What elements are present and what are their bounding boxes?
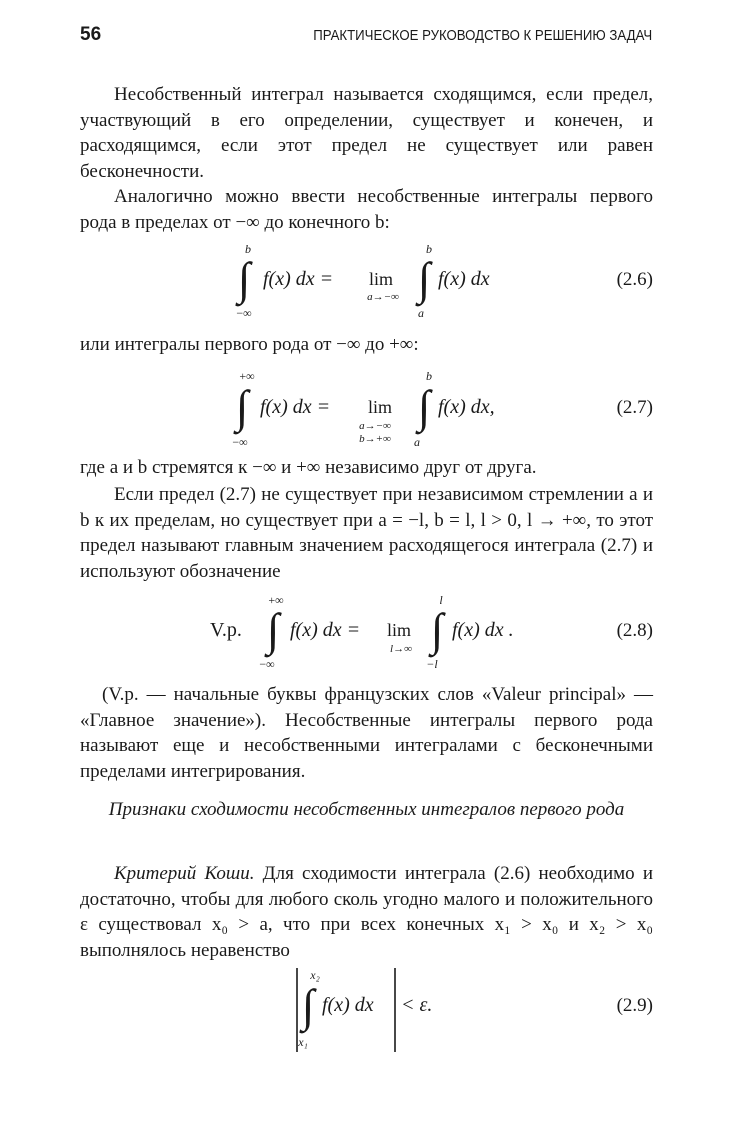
eq29-integrand: f(x) dx [322, 994, 374, 1016]
eq29-lower-limit: x₁ [298, 1035, 308, 1049]
page-header [80, 24, 652, 48]
eq27-right-upper: b [426, 369, 432, 383]
eq28-lim-subscript: l→∞ [390, 643, 412, 655]
eq28-right-integrand: f(x) dx . [452, 619, 514, 641]
eq28-lower-limit: −∞ [259, 657, 275, 671]
eq27-number: (2.7) [616, 397, 653, 418]
eq28-integral-sign: ∫ [266, 604, 280, 655]
eq27-lim-subscript-a: a→−∞ [359, 420, 391, 432]
running-title: ПРАКТИЧЕСКОЕ РУКОВОДСТВО К РЕШЕНИЮ ЗАДАЧ [313, 27, 652, 44]
eq27-right-lower: a [414, 435, 420, 449]
eq28-right-upper: l [439, 593, 443, 607]
eq27-left-integrand: f(x) dx = [260, 396, 331, 418]
eq27-right-integral-sign: ∫ [417, 381, 431, 432]
paragraph-second-kind: или интегралы первого рода от −∞ до +∞: [80, 334, 419, 355]
eq28-right-integral-sign: ∫ [430, 604, 444, 655]
eq28-lim: lim [387, 620, 412, 640]
eq29-upper-limit: x₂ [310, 968, 320, 982]
eq26-right-integrand: f(x) dx [438, 268, 490, 290]
eq27-lower-limit: −∞ [232, 435, 248, 449]
paragraph-vp-note: (V.p. — начальные буквы французских слов «Valeur principal» — «Главное значение»). Несобственные интегралы первого рода называют еще и несобственными интегралами с бесконечными пределами интегрирования. [80, 684, 653, 782]
eq26-lower-limit: −∞ [236, 306, 252, 320]
paragraph-definition: Несобственный интеграл называется сходящимся, если предел, участвующий в его определении, существует и конечен, и расходящимся, если этот предел не существует или равен бесконечности. [80, 84, 653, 182]
eq27-integral-sign: ∫ [235, 381, 249, 432]
paragraph-analog: Аналогично можно ввести несобственные интегралы первого рода в пределах от −∞ до конечного b: [80, 186, 653, 233]
eq28-number: (2.8) [616, 620, 653, 641]
eq26-lim: lim [369, 269, 394, 289]
eq27-lim: lim [368, 397, 393, 417]
eq26-right-lower: a [418, 306, 424, 320]
eq26-left-integrand: f(x) dx = [263, 268, 334, 290]
paragraph-cauchy-criterion [80, 861, 653, 963]
eq27-upper-limit: +∞ [239, 369, 255, 383]
equation-2-7 [0, 366, 733, 448]
cauchy-criterion-label: Критерий Коши. [114, 863, 255, 884]
eq26-number: (2.6) [616, 269, 653, 290]
equation-2-6 [0, 242, 733, 318]
eq28-prefix: V.p. [210, 619, 242, 641]
eq28-upper-limit: +∞ [268, 593, 284, 607]
eq28-right-lower: −l [426, 657, 438, 671]
eq27-right-integrand: f(x) dx, [438, 396, 495, 418]
eq26-integral-sign: ∫ [237, 253, 251, 304]
eq29-relation: < ε. [401, 994, 433, 1016]
eq26-right-upper: b [426, 242, 432, 256]
equation-2-8 [0, 592, 733, 670]
paragraph-principal-value: Если предел (2.7) не существует при независимом стремлении a и b к их пределам, но существует при a = −l, b = l, l > 0, l → +∞, то этот предел называют главным значением расходящегося интеграла (2.7) и используют обозначение [80, 484, 653, 582]
equation-2-9 [0, 966, 733, 1058]
eq28-left-integrand: f(x) dx = [290, 619, 361, 641]
cauchy-criterion-text: Для сходимости интеграла (2.6) необходимо и достаточно, чтобы для любого сколь угодно малого и положительного ε существовал x₀ > a, что при всех конечных x₁ > x₀ и x₂ > x₀ выполнялось неравенство [80, 863, 653, 961]
eq26-right-integral-sign: ∫ [417, 253, 431, 304]
eq26-upper-limit: b [245, 242, 251, 256]
eq29-number: (2.9) [616, 995, 653, 1016]
eq29-integral-sign: ∫ [301, 980, 315, 1031]
eq27-lim-subscript-b: b→+∞ [359, 433, 391, 445]
paragraph-independent: где a и b стремятся к −∞ и +∞ независимо друг от друга. [80, 457, 537, 478]
section-title: Признаки сходимости несобственных интегралов первого рода [108, 799, 625, 820]
page-number: 56 [80, 24, 102, 45]
eq26-lim-subscript: a→−∞ [367, 291, 399, 303]
